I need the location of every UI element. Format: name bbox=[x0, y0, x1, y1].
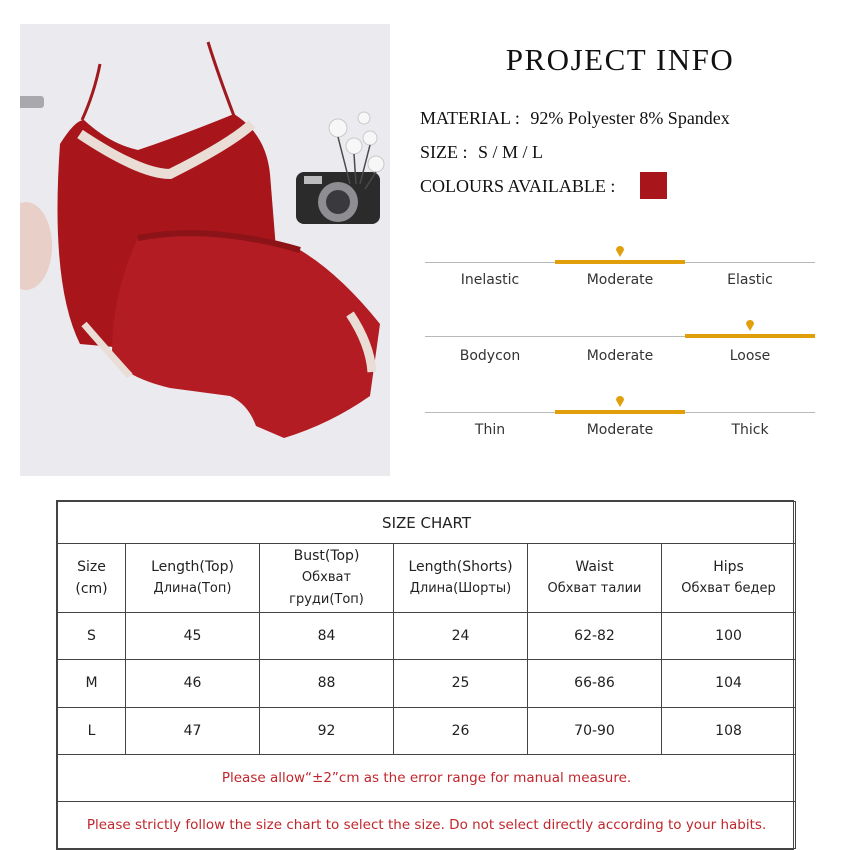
scale-label-low: Inelastic bbox=[460, 272, 520, 288]
table-cell: 92 bbox=[260, 707, 394, 754]
scale-marker-icon bbox=[615, 244, 625, 258]
header-cell: Bust(Top) Обхват груди(Топ) bbox=[260, 544, 394, 613]
header-cell: Hips Обхват бедер bbox=[662, 544, 796, 613]
table-cell: 108 bbox=[662, 707, 796, 754]
header-cell: Size (cm) bbox=[58, 544, 126, 613]
material-line bbox=[420, 108, 730, 129]
scale-highlight bbox=[555, 260, 685, 264]
table-cell: 62-82 bbox=[528, 613, 662, 660]
material-label: MATERIAL : bbox=[420, 108, 520, 128]
table-cell: 70-90 bbox=[528, 707, 662, 754]
scale-label-low: Bodycon bbox=[459, 348, 521, 364]
table-cell: 100 bbox=[662, 613, 796, 660]
header-cell: Waist Обхват талии bbox=[528, 544, 662, 613]
scale-label-high: Loose bbox=[729, 348, 771, 364]
size-label: SIZE : bbox=[420, 142, 468, 162]
size-chart bbox=[56, 500, 794, 850]
size-selection-note: Please strictly follow the size chart to select the size. Do not select directly according to your habits. bbox=[58, 801, 796, 848]
table-cell: 84 bbox=[260, 613, 394, 660]
scale-label-low: Thin bbox=[474, 422, 506, 438]
table-row bbox=[58, 613, 796, 660]
scale-label-mid: Moderate bbox=[586, 272, 654, 288]
table-cell: 24 bbox=[394, 613, 528, 660]
scale-marker-icon bbox=[615, 394, 625, 408]
table-cell: S bbox=[58, 613, 126, 660]
project-info-title: PROJECT INFO bbox=[505, 42, 735, 77]
fit-scale bbox=[425, 318, 815, 364]
table-cell: 46 bbox=[126, 660, 260, 707]
size-value: S / M / L bbox=[478, 142, 544, 162]
thickness-scale bbox=[425, 394, 815, 438]
table-cell: 88 bbox=[260, 660, 394, 707]
table-cell: 26 bbox=[394, 707, 528, 754]
colours-label: COLOURS AVAILABLE : bbox=[420, 176, 616, 196]
table-cell: M bbox=[58, 660, 126, 707]
elasticity-scale bbox=[425, 244, 815, 288]
colour-swatch-red[interactable] bbox=[640, 172, 667, 199]
header-cell: Length(Top) Длина(Топ) bbox=[126, 544, 260, 613]
product-photo bbox=[20, 24, 390, 476]
material-value: 92% Polyester 8% Spandex bbox=[530, 108, 730, 128]
table-cell: 25 bbox=[394, 660, 528, 707]
size-chart-table bbox=[57, 501, 796, 849]
table-cell: 45 bbox=[126, 613, 260, 660]
table-row bbox=[58, 707, 796, 754]
scale-highlight bbox=[555, 410, 685, 414]
colours-line bbox=[420, 176, 621, 197]
size-chart-title: SIZE CHART bbox=[58, 502, 796, 544]
scale-highlight bbox=[685, 334, 815, 338]
measurement-error-note: Please allow“±2”cm as the error range for manual measure. bbox=[58, 754, 796, 801]
table-cell: 66-86 bbox=[528, 660, 662, 707]
scale-label-mid: Moderate bbox=[586, 422, 654, 438]
scale-label-mid: Moderate bbox=[586, 348, 654, 364]
table-row bbox=[58, 660, 796, 707]
header-cell: Length(Shorts) Длина(Шорты) bbox=[394, 544, 528, 613]
table-cell: 104 bbox=[662, 660, 796, 707]
scale-label-high: Thick bbox=[731, 422, 769, 438]
scale-marker-icon bbox=[745, 318, 755, 332]
scale-label-high: Elastic bbox=[727, 272, 773, 288]
table-cell: 47 bbox=[126, 707, 260, 754]
size-chart-header-row bbox=[58, 544, 796, 613]
table-cell: L bbox=[58, 707, 126, 754]
size-line bbox=[420, 142, 543, 163]
